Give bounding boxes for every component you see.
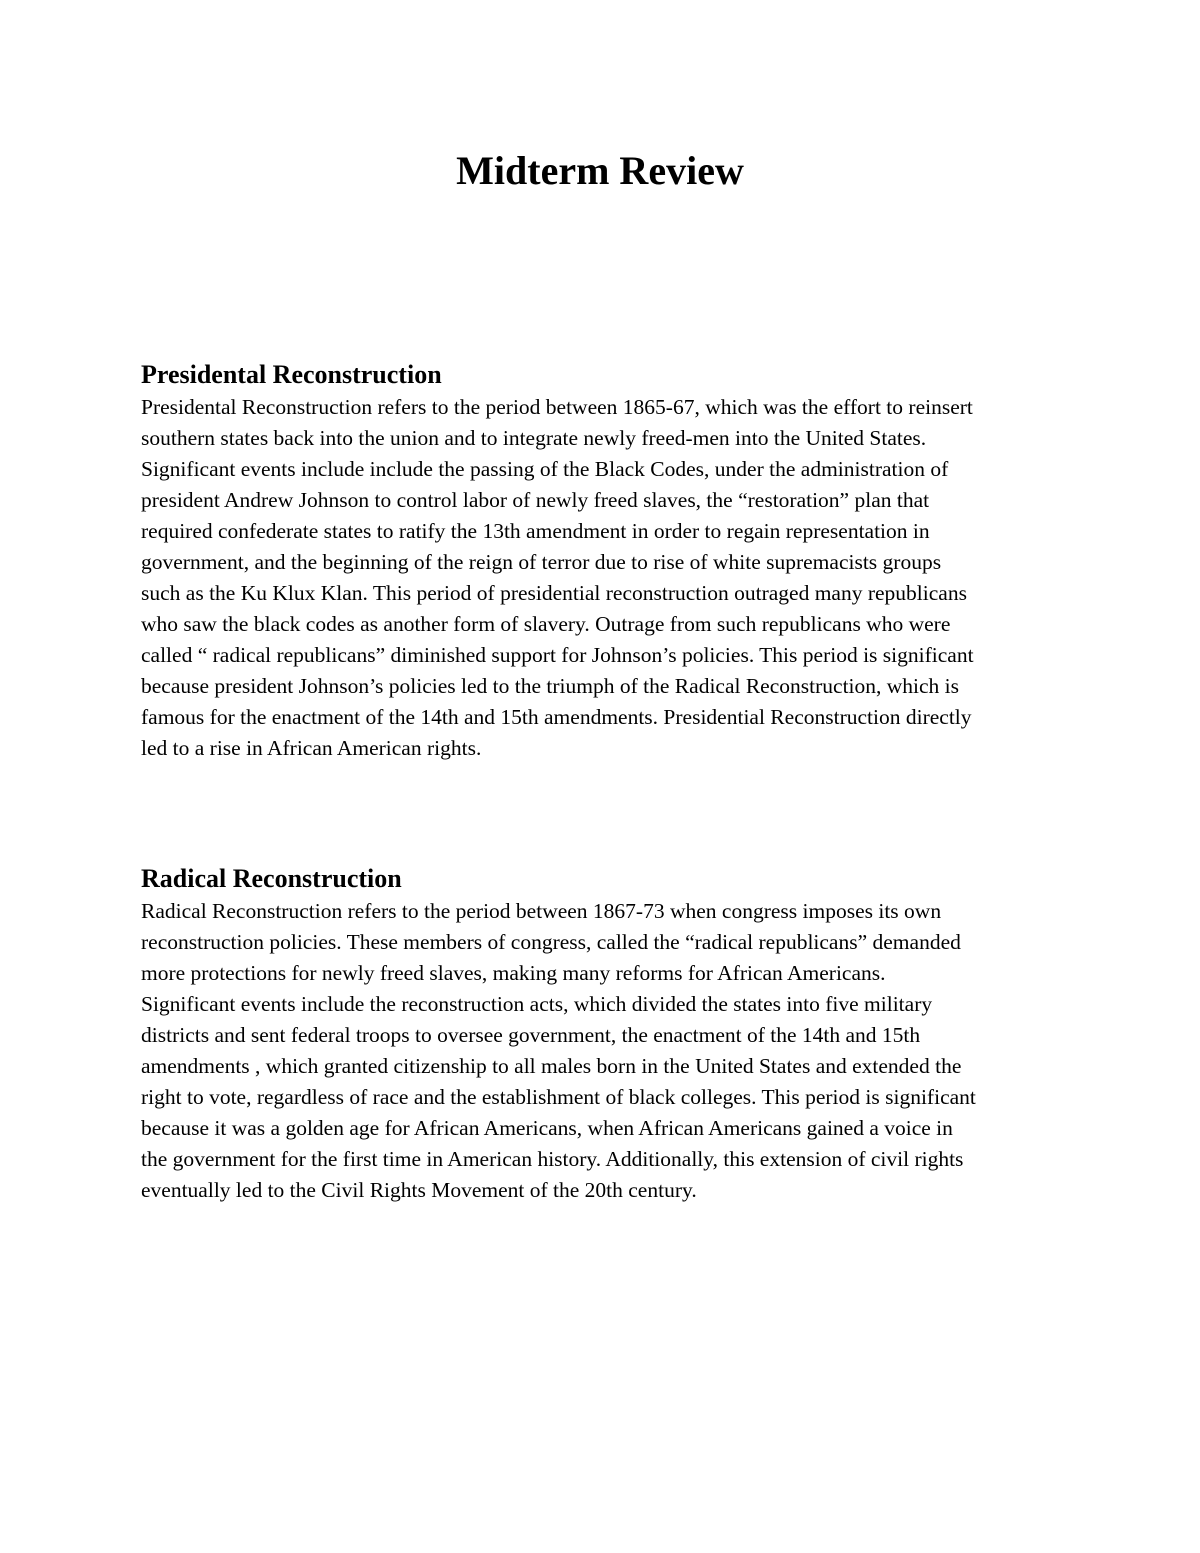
section-body xyxy=(141,896,1071,1206)
body-line: president Andrew Johnson to control labor of newly freed slaves, the “restoration” plan that xyxy=(141,488,930,512)
body-line: amendments , which granted citizenship to all males born in the United States and extended the xyxy=(141,1054,962,1078)
body-line: led to a rise in African American rights. xyxy=(141,736,482,760)
body-line: Significant events include the reconstruction acts, which divided the states into five military xyxy=(141,992,933,1016)
body-line: more protections for newly freed slaves, making many reforms for African Americans. xyxy=(141,961,886,985)
body-line: famous for the enactment of the 14th and 15th amendments. Presidential Reconstruction directly xyxy=(141,705,972,729)
document-title: Midterm Review xyxy=(456,148,744,193)
section-presidential-reconstruction xyxy=(141,358,1071,764)
body-line: reconstruction policies. These members of congress, called the “radical republicans” demanded xyxy=(141,930,961,954)
body-line: government, and the beginning of the reign of terror due to rise of white supremacists groups xyxy=(141,550,942,574)
body-line: Significant events include include the passing of the Black Codes, under the administration of xyxy=(141,457,949,481)
body-line: southern states back into the union and to integrate newly freed-men into the United States. xyxy=(141,426,927,450)
section-heading: Presidental Reconstruction xyxy=(141,360,442,389)
body-line: Radical Reconstruction refers to the period between 1867-73 when congress imposes its own xyxy=(141,899,942,923)
body-line: Presidental Reconstruction refers to the period between 1865-67, which was the effort to reinsert xyxy=(141,395,973,419)
body-line: who saw the black codes as another form of slavery. Outrage from such republicans who were xyxy=(141,612,951,636)
body-line: such as the Ku Klux Klan. This period of presidential reconstruction outraged many republicans xyxy=(141,581,967,605)
body-line: right to vote, regardless of race and the establishment of black colleges. This period is significant xyxy=(141,1085,976,1109)
body-line: required confederate states to ratify the 13th amendment in order to regain representation in xyxy=(141,519,930,543)
body-line: eventually led to the Civil Rights Movement of the 20th century. xyxy=(141,1178,697,1202)
body-line: called “ radical republicans” diminished support for Johnson’s policies. This period is significant xyxy=(141,643,974,667)
body-line: because president Johnson’s policies led to the triumph of the Radical Reconstruction, which is xyxy=(141,674,960,698)
section-body xyxy=(141,392,1071,764)
body-line: because it was a golden age for African Americans, when African Americans gained a voice in xyxy=(141,1116,953,1140)
body-line: districts and sent federal troops to oversee government, the enactment of the 14th and 15th xyxy=(141,1023,921,1047)
section-heading: Radical Reconstruction xyxy=(141,864,402,893)
body-line: the government for the first time in American history. Additionally, this extension of civil rights xyxy=(141,1147,964,1171)
section-radical-reconstruction xyxy=(141,862,1071,1206)
